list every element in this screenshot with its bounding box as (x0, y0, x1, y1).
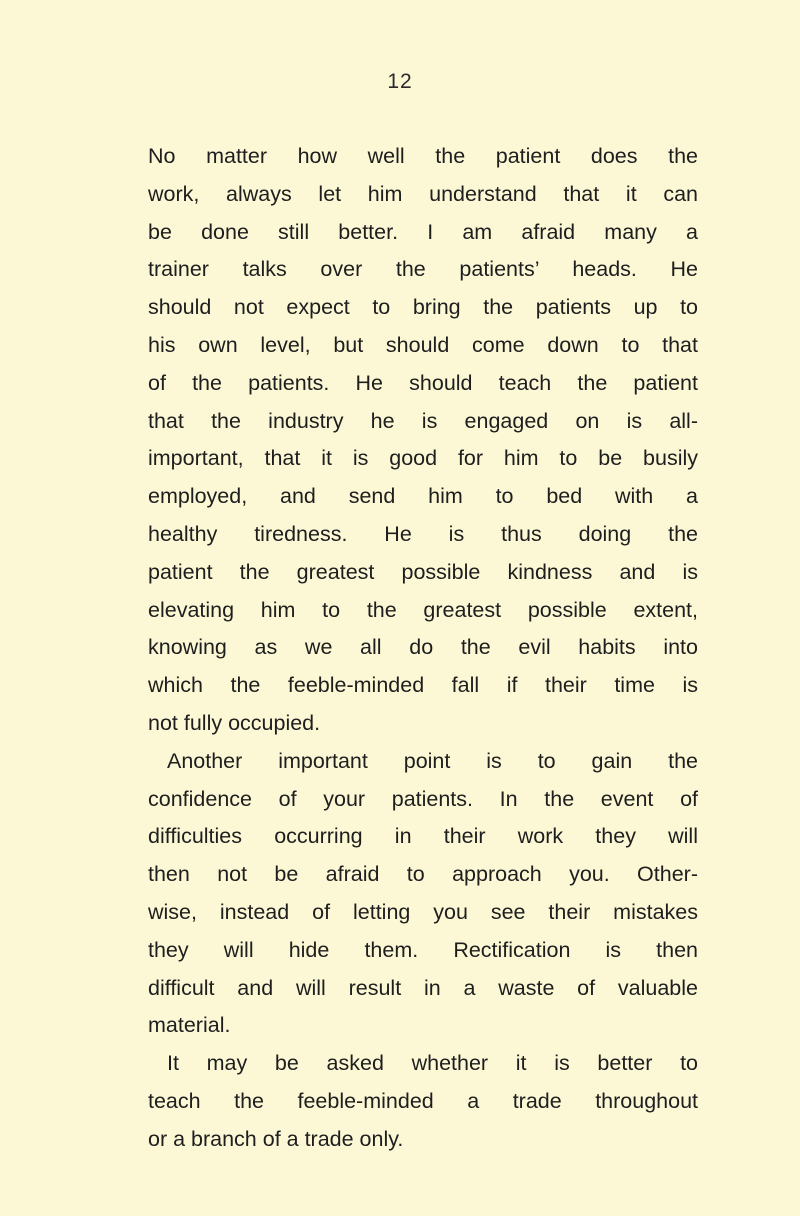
text-line: which the feeble-minded fall if their time is (148, 673, 698, 698)
page-number: 12 (387, 70, 413, 93)
paragraph (148, 138, 698, 743)
paragraph (148, 743, 698, 1045)
text-line: elevating him to the greatest possible extent, (148, 597, 698, 622)
text-line: teach the feeble-minded a trade throughout (148, 1088, 698, 1113)
text-line: then not be afraid to approach you. Other- (148, 862, 698, 887)
text-line: difficulties occurring in their work they will (148, 824, 698, 849)
text-line: trainer talks over the patients’ heads. He (148, 257, 698, 282)
text-line: employed, and send him to bed with a (148, 484, 698, 509)
text-line: be done still better. I am afraid many a (148, 219, 698, 244)
text-line: should not expect to bring the patients up to (148, 295, 698, 320)
paragraph (148, 1045, 698, 1158)
text-line: or a branch of a trade only. (148, 1126, 404, 1151)
text-line: his own level, but should come down to that (148, 332, 698, 357)
text-line: work, always let him understand that it can (148, 181, 698, 206)
text-line: confidence of your patients. In the event of (148, 786, 698, 811)
text-line: Another important point is to gain the (167, 748, 698, 773)
text-line: It may be asked whether it is better to (167, 1051, 698, 1076)
body-text (148, 138, 698, 1159)
text-line: of the patients. He should teach the patient (148, 370, 698, 395)
text-line: important, that it is good for him to be busily (148, 446, 698, 471)
text-line: not fully occupied. (148, 710, 321, 735)
text-line: wise, instead of letting you see their mistakes (148, 899, 698, 924)
text-line: difficult and will result in a waste of valuable (148, 975, 698, 1000)
text-line: material. (148, 1013, 231, 1038)
text-line: knowing as we all do the evil habits into (148, 635, 698, 660)
text-line: patient the greatest possible kindness and is (148, 559, 698, 584)
text-line: they will hide them. Rectification is then (148, 937, 698, 962)
text-line: healthy tiredness. He is thus doing the (148, 521, 698, 546)
text-line: No matter how well the patient does the (148, 144, 698, 168)
text-line: that the industry he is engaged on is all- (148, 408, 698, 433)
